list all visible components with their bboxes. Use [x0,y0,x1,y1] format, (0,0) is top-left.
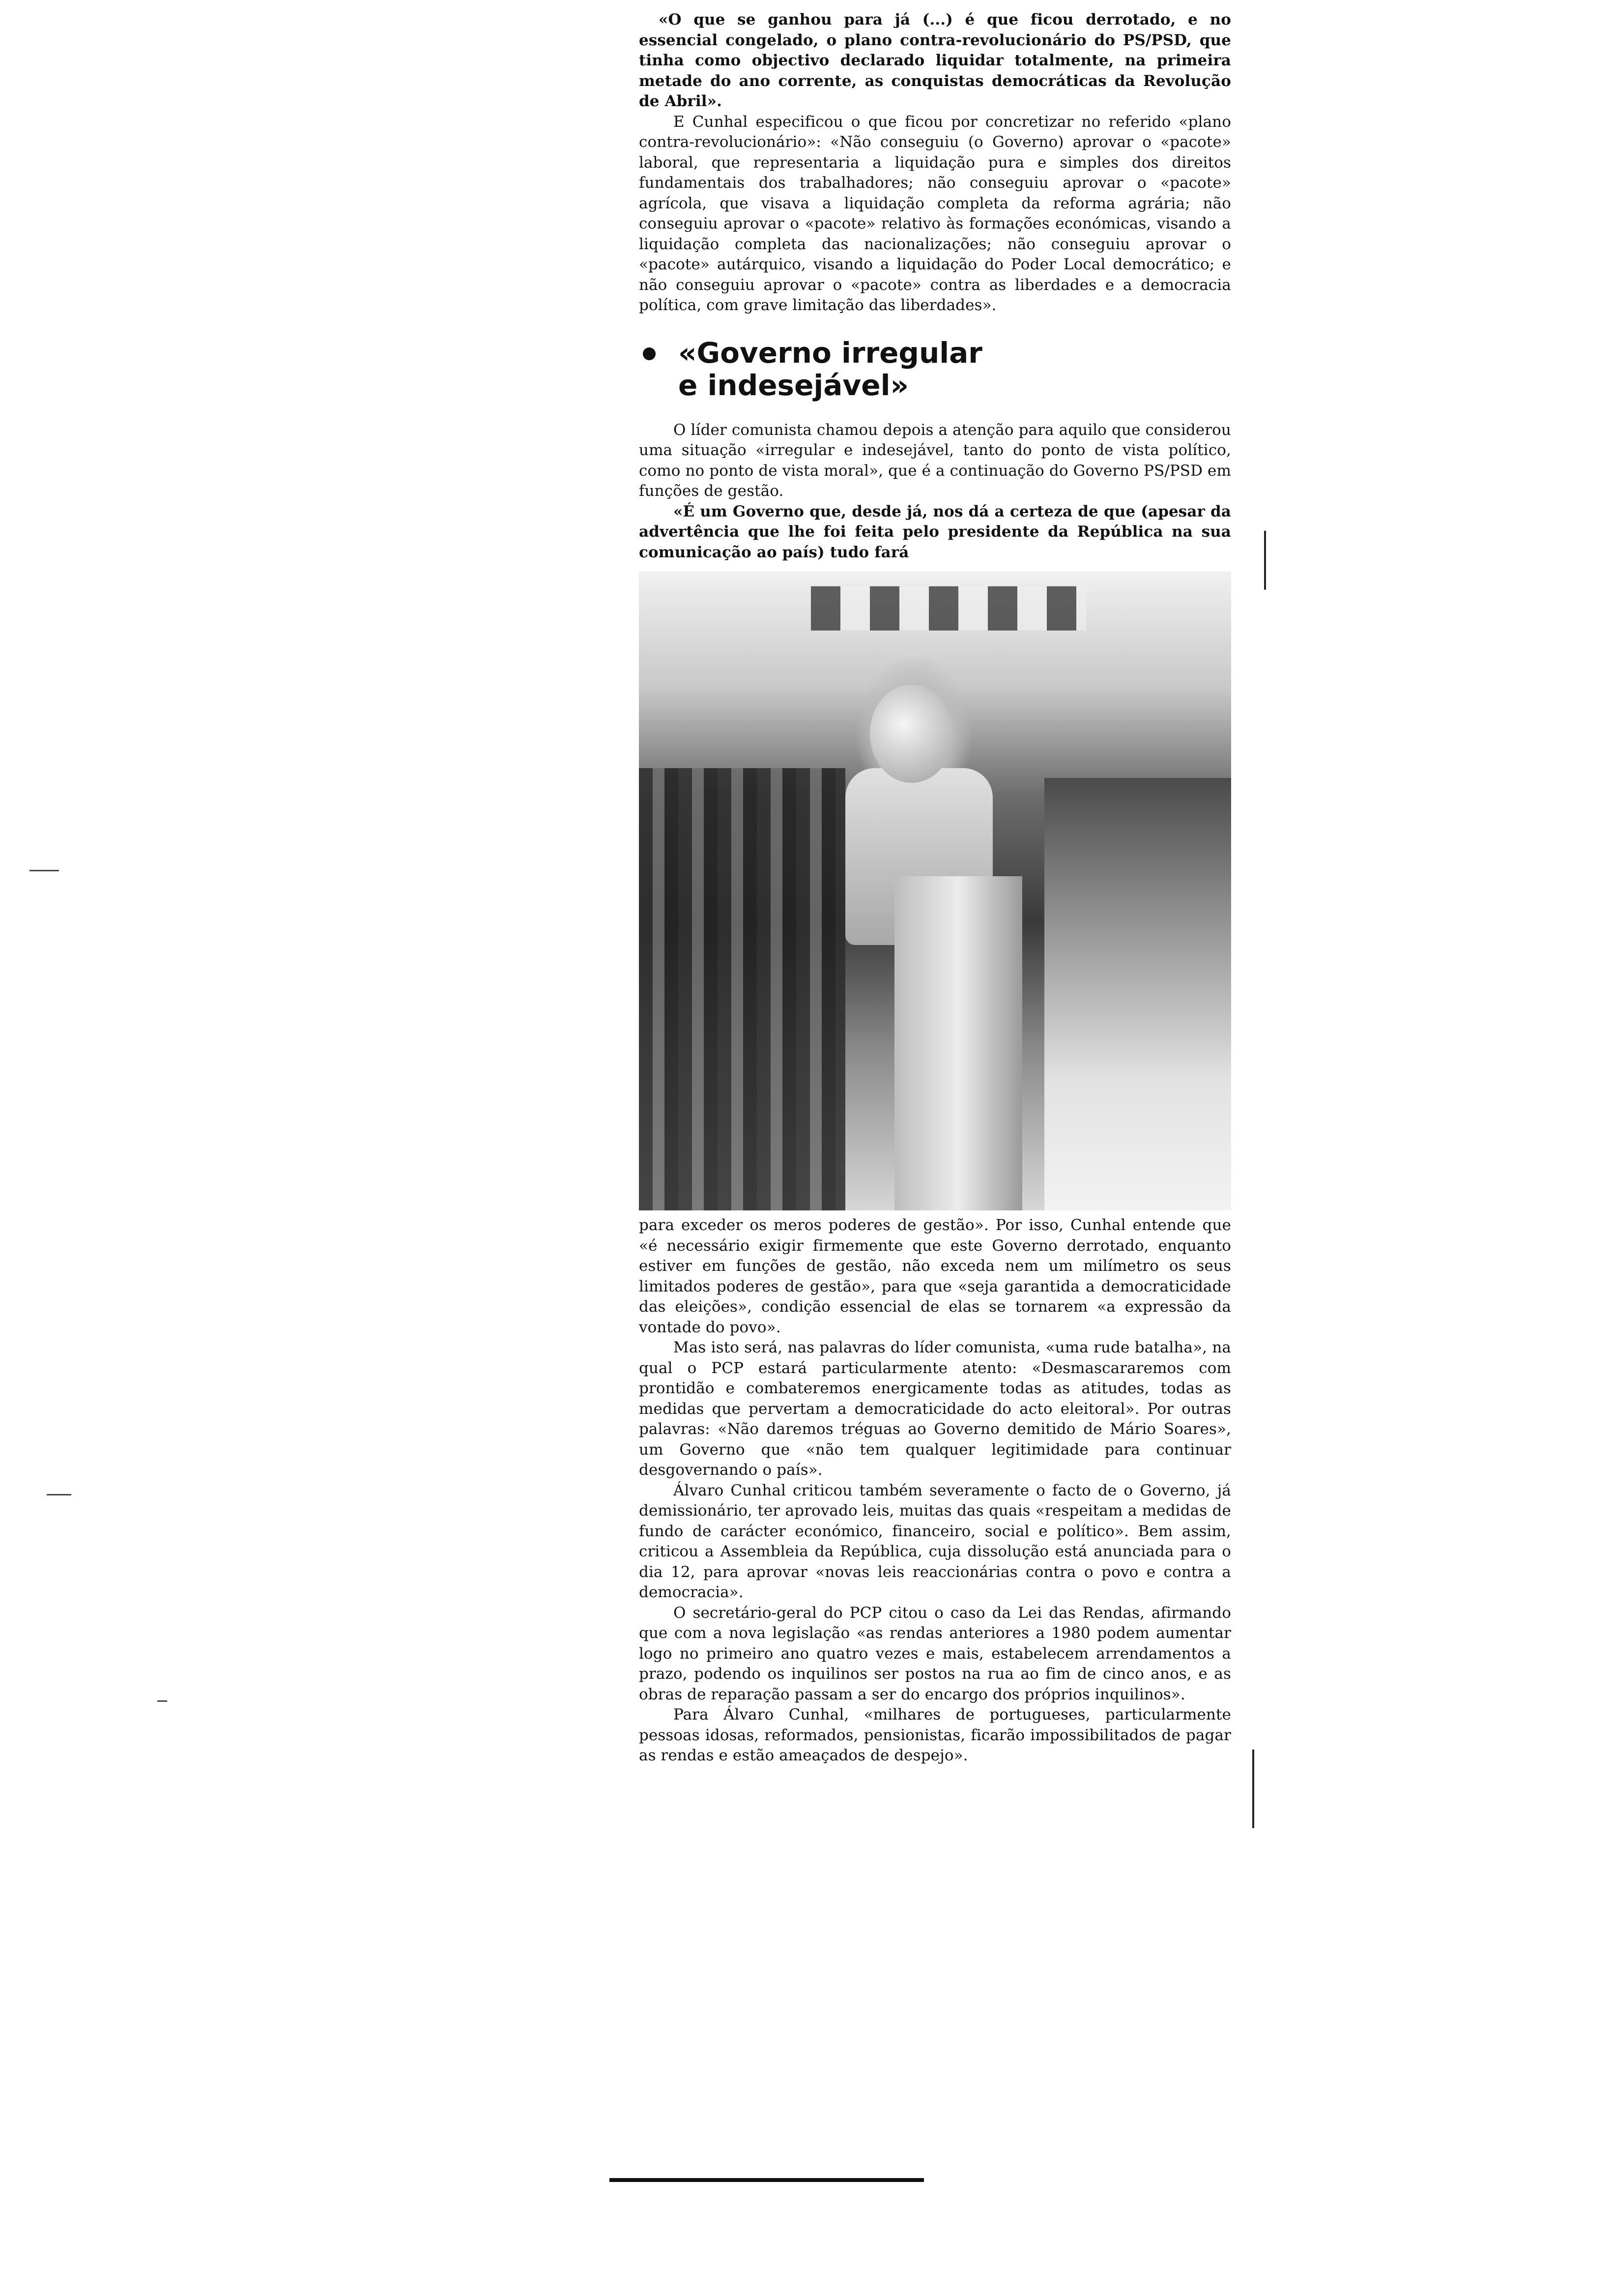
photo-podium [894,876,1022,1210]
paragraph-laws-criticism: Álvaro Cunhal criticou também severamente o facto de o Governo, já demissionário, ter aprovado leis, muitas das quais «respeitam a medidas de fundo de carácter económico, financeiro, social e político». Bem assim, criticou a Assembleia da República, cuja dissolução está anunciada para o dia 12, para aprovar «novas leis reaccionárias contra o povo e contra a democracia». [639,1481,1231,1601]
news-photo [639,572,1231,1210]
article-column [639,10,1231,1766]
paragraph-eviction-threat: Para Álvaro Cunhal, «milhares de portugueses, particularmente pessoas idosas, reformados, pensionistas, ficarão impossibilitados de pagar as rendas e estão ameaçados de despejo». [639,1706,1231,1764]
paragraph-government-certainty: «É um Governo que, desde já, nos dá a certeza de que (apesar da advertência que lhe foi feita pelo presidente da República na sua comunicação ao país) tudo fará [639,502,1231,561]
section-heading-line-2: e indesejável» [678,368,909,402]
margin-mark [1264,531,1266,590]
margin-dash [29,870,59,871]
margin-dash [157,1700,167,1702]
bullet-icon [643,347,656,360]
paragraph-rent-law: O secretário-geral do PCP citou o caso da Lei das Rendas, afirmando que com a nova legislação «as rendas anteriores a 1980 podem aumentar logo no primeiro ano quatro vezes e mais, estabelecem arrendamentos a prazo, podendo os inquilinos ser postos na rua ao fim de cinco anos, e as obras de reparação passam a ser do encargo dos próprios inquilinos». [639,1604,1231,1703]
article-end-rule [609,2178,924,2182]
paragraph-plan-details: E Cunhal especificou o que ficou por concretizar no referido «plano contra-revolucionário»: «Não conseguiu (o Governo) aprovar o «pacote» laboral, que representaria a liquidação pura e simples dos direitos fundamentais dos trabalhadores; não conseguiu aprovar o «pacote» agrícola, que visava a liquidação completa da reforma agrária; não conseguiu aprovar o «pacote» relativo às formações económicas, visando a liquidação completa das nacionalizações; não conseguiu aprovar o «pacote» autárquico, visando a liquidação do Poder Local democrático; e não conseguiu aprovar o «pacote» contra as liberdades e a democracia política, com grave limitação das liberdades». [639,113,1231,314]
paragraph-intro-quote: «O que se ganhou para já (...) é que ficou derrotado, e no essencial congelado, o plano contra-revolucionário do PS/PSD, que tinha como objectivo declarado liquidar totalmente, na primeira metade do ano corrente, as conquistas democráticas da Revolução de Abril». [639,11,1231,110]
paragraph-irregular-situation: O líder comunista chamou depois a atenção para aquilo que considerou uma situação «irregular e indesejável, tanto do ponto de vista político, como no ponto de vista moral», que é a continuação do Governo PS/PSD em funções de gestão. [639,421,1231,500]
paragraph-exceed-powers: para exceder os meros poderes de gestão». Por isso, Cunhal entende que «é necessário exigir firmemente que este Governo derrotado, enquanto estiver em funções de gestão, não exceda nem um milímetro os seus limitados poderes de gestão», para que «seja garantida a democraticidade das eleições», condição essencial de elas se tornarem «a expressão da vontade do povo». [639,1216,1231,1336]
photo-background-shape [1044,778,1231,1210]
margin-mark [1252,1750,1254,1828]
photo-banner-shape [811,586,1086,631]
paragraph-rude-battle: Mas isto será, nas palavras do líder comunista, «uma rude batalha», na qual o PCP estará particularmente atento: «Desmascararemos com prontidão e combateremos energicamente todas as atitudes, todas as medidas que pervertam a democraticidade do acto eleitoral». Por outras palavras: «Não daremos tréguas ao Governo demitido de Mário Soares», um Governo que «não tem qualquer legitimidade para continuar desgovernando o país». [639,1339,1231,1479]
section-heading [639,337,1231,402]
margin-dash [47,1494,71,1495]
section-heading-line-1: «Governo irregular [678,336,982,370]
photo-crowd-shape [639,768,845,1210]
photo-speaker-head [870,685,953,783]
